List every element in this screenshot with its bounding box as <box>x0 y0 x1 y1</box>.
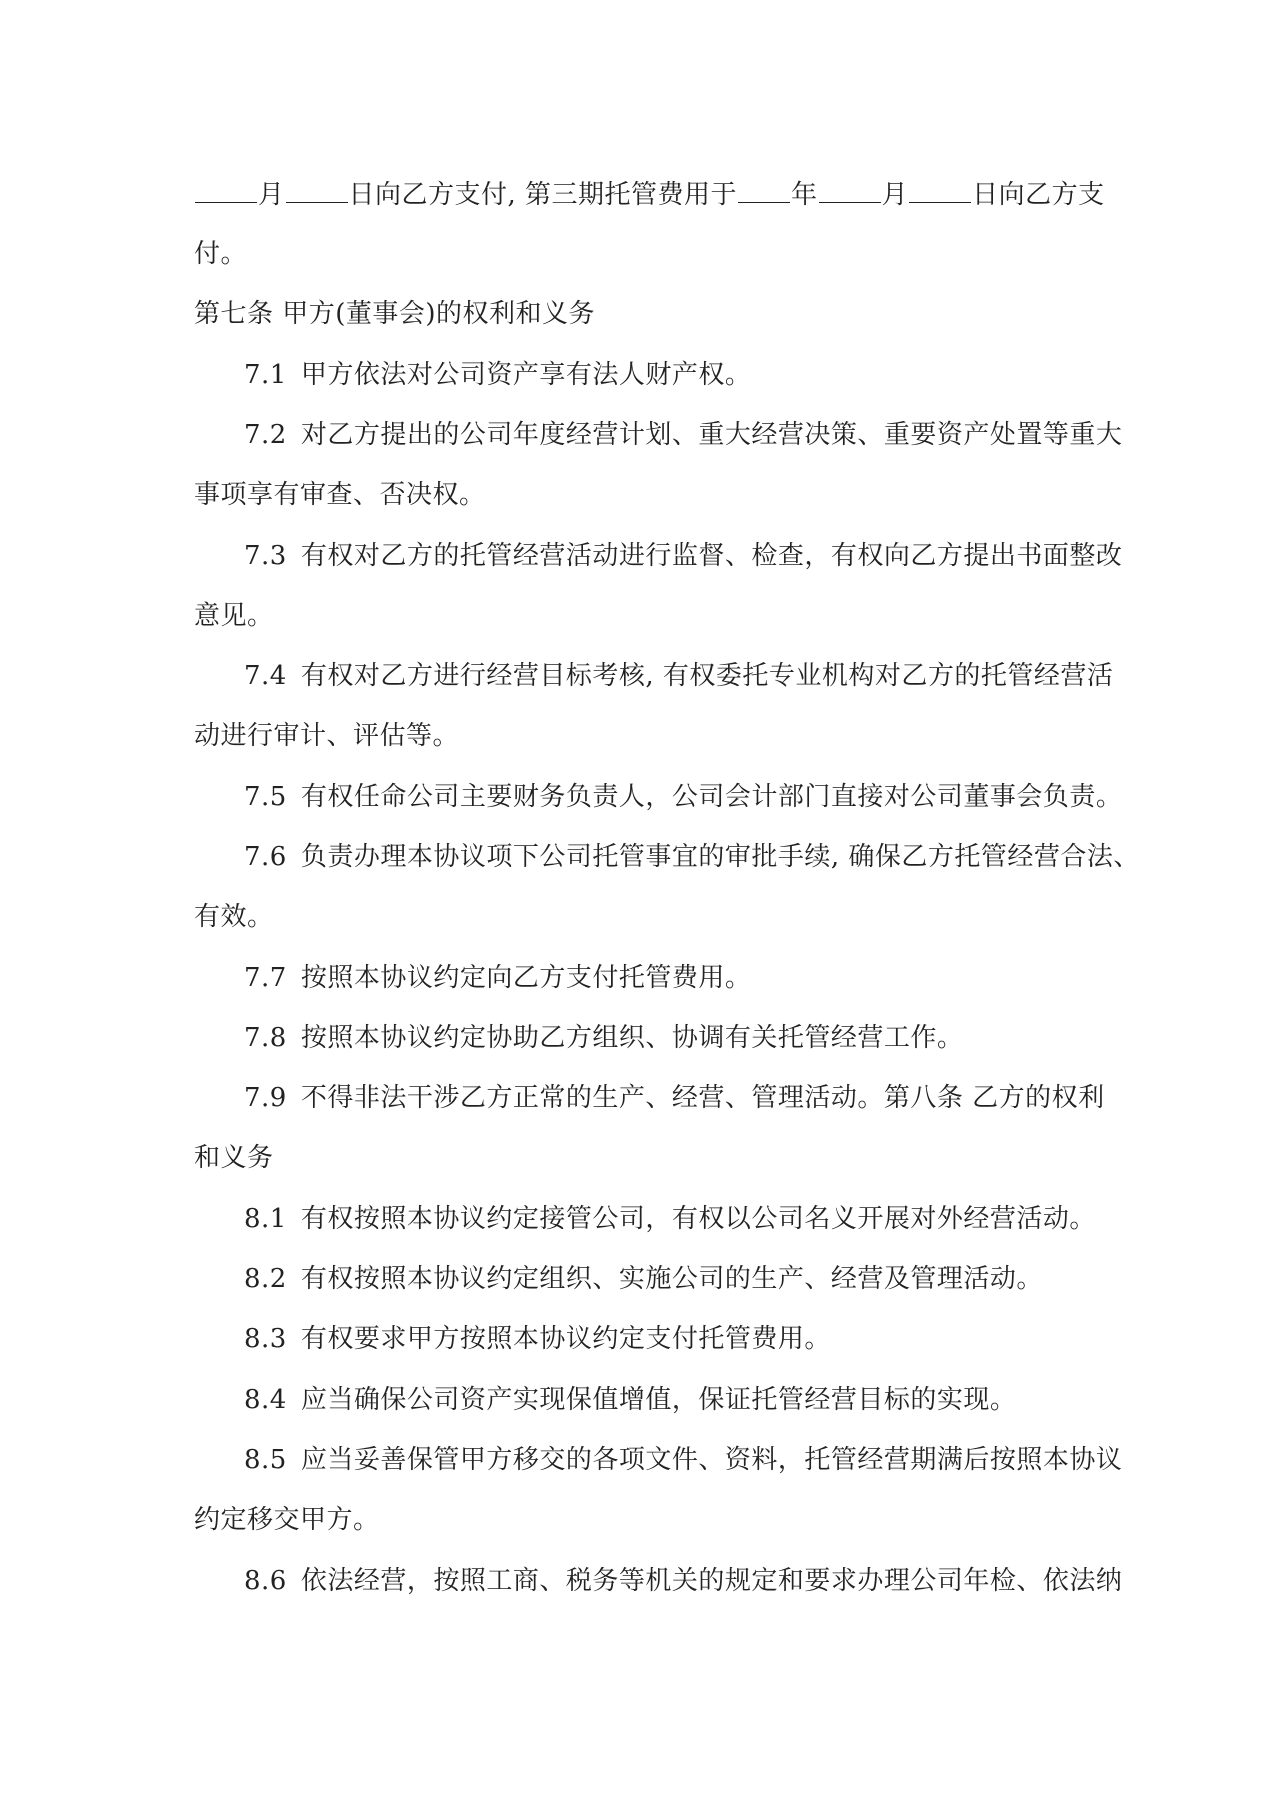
blank-field <box>286 176 348 203</box>
text-segment: 年 <box>791 180 818 210</box>
clause-number: 8.4 <box>244 1385 287 1415</box>
clause-text: 有权要求甲方按照本协议约定支付托管费用。 <box>300 1324 831 1354</box>
text-segment: 月 <box>881 180 909 210</box>
clause-text: 甲方依法对公司资产享有法人财产权。 <box>300 360 752 390</box>
clause-7-9-cont: 和义务 <box>194 1143 274 1173</box>
clause-7-8 <box>244 1020 963 1056</box>
clause-number: 7.9 <box>244 1083 287 1113</box>
clause-number: 7.5 <box>244 782 287 812</box>
text-segment: 日向乙方支付, 第三期托管费用于 <box>348 180 738 210</box>
clause-7-4-cont: 动进行审计、评估等。 <box>194 721 460 751</box>
clause-number: 7.8 <box>244 1023 287 1053</box>
clause-7-6 <box>244 839 1140 875</box>
clause-text: 对乙方提出的公司年度经营计划、重大经营决策、重要资产处置等重大 <box>300 420 1123 450</box>
clause-text: 有权对乙方的托管经营活动进行监督、检查，有权向乙方提出书面整改 <box>300 541 1123 571</box>
payment-schedule-line-cont: 付。 <box>194 239 248 269</box>
clause-8-5-cont: 约定移交甲方。 <box>194 1505 380 1535</box>
clause-text: 按照本协议约定协助乙方组织、协调有关托管经营工作。 <box>300 1023 964 1053</box>
clause-number: 7.6 <box>244 842 287 872</box>
clause-text: 依法经营，按照工商、税务等机关的规定和要求办理公司年检、依法纳 <box>300 1566 1123 1596</box>
clause-7-5 <box>244 779 1122 815</box>
clause-8-6 <box>244 1563 1122 1599</box>
clause-text: 应当妥善保管甲方移交的各项文件、资料，托管经营期满后按照本协议 <box>300 1445 1123 1475</box>
clause-text: 有权按照本协议约定组织、实施公司的生产、经营及管理活动。 <box>300 1264 1043 1294</box>
blank-field <box>738 176 790 203</box>
clause-number: 8.6 <box>244 1566 287 1596</box>
blank-field <box>195 176 257 203</box>
text-segment: 月 <box>258 180 285 210</box>
clause-text: 有权按照本协议约定接管公司，有权以公司名义开展对外经营活动。 <box>300 1204 1096 1234</box>
clause-7-3 <box>244 538 1122 574</box>
clause-text: 负责办理本协议项下公司托管事宜的审批手续, 确保乙方托管经营合法、 <box>300 842 1140 872</box>
clause-7-2 <box>244 417 1122 453</box>
clause-number: 7.4 <box>244 661 287 691</box>
payment-schedule-line <box>194 176 1105 213</box>
clause-7-7 <box>244 960 751 996</box>
clause-number: 8.2 <box>244 1264 287 1294</box>
clause-number: 8.1 <box>244 1204 287 1234</box>
clause-number: 7.1 <box>244 360 287 390</box>
clause-number: 8.3 <box>244 1324 287 1354</box>
clause-number: 7.7 <box>244 963 287 993</box>
clause-7-1 <box>244 357 751 393</box>
clause-number: 7.3 <box>244 541 287 571</box>
clause-8-1 <box>244 1201 1096 1237</box>
clause-8-5 <box>244 1442 1122 1478</box>
clause-number: 7.2 <box>244 420 287 450</box>
blank-field <box>819 176 881 203</box>
clause-8-3 <box>244 1321 831 1357</box>
clause-text: 有权任命公司主要财务负责人，公司会计部门直接对公司董事会负责。 <box>300 782 1123 812</box>
clause-7-3-cont: 意见。 <box>194 601 274 631</box>
clause-7-4 <box>244 658 1113 694</box>
clause-7-2-cont: 事项享有审查、否决权。 <box>194 480 486 510</box>
clause-text: 应当确保公司资产实现保值增值，保证托管经营目标的实现。 <box>300 1385 1017 1415</box>
clause-number: 8.5 <box>244 1445 287 1475</box>
clause-8-2 <box>244 1261 1043 1297</box>
clause-7-9 <box>244 1080 1105 1116</box>
article-heading: 第七条 甲方(董事会)的权利和义务 <box>194 299 596 329</box>
blank-field <box>909 176 971 203</box>
text-segment: 日向乙方支 <box>972 180 1105 210</box>
clause-7-6-cont: 有效。 <box>194 902 274 932</box>
clause-text: 不得非法干涉乙方正常的生产、经营、管理活动。第八条 乙方的权利 <box>300 1083 1105 1113</box>
clause-text: 按照本协议约定向乙方支付托管费用。 <box>300 963 752 993</box>
clause-text: 有权对乙方进行经营目标考核, 有权委托专业机构对乙方的托管经营活 <box>300 661 1114 691</box>
clause-8-4 <box>244 1382 1016 1418</box>
